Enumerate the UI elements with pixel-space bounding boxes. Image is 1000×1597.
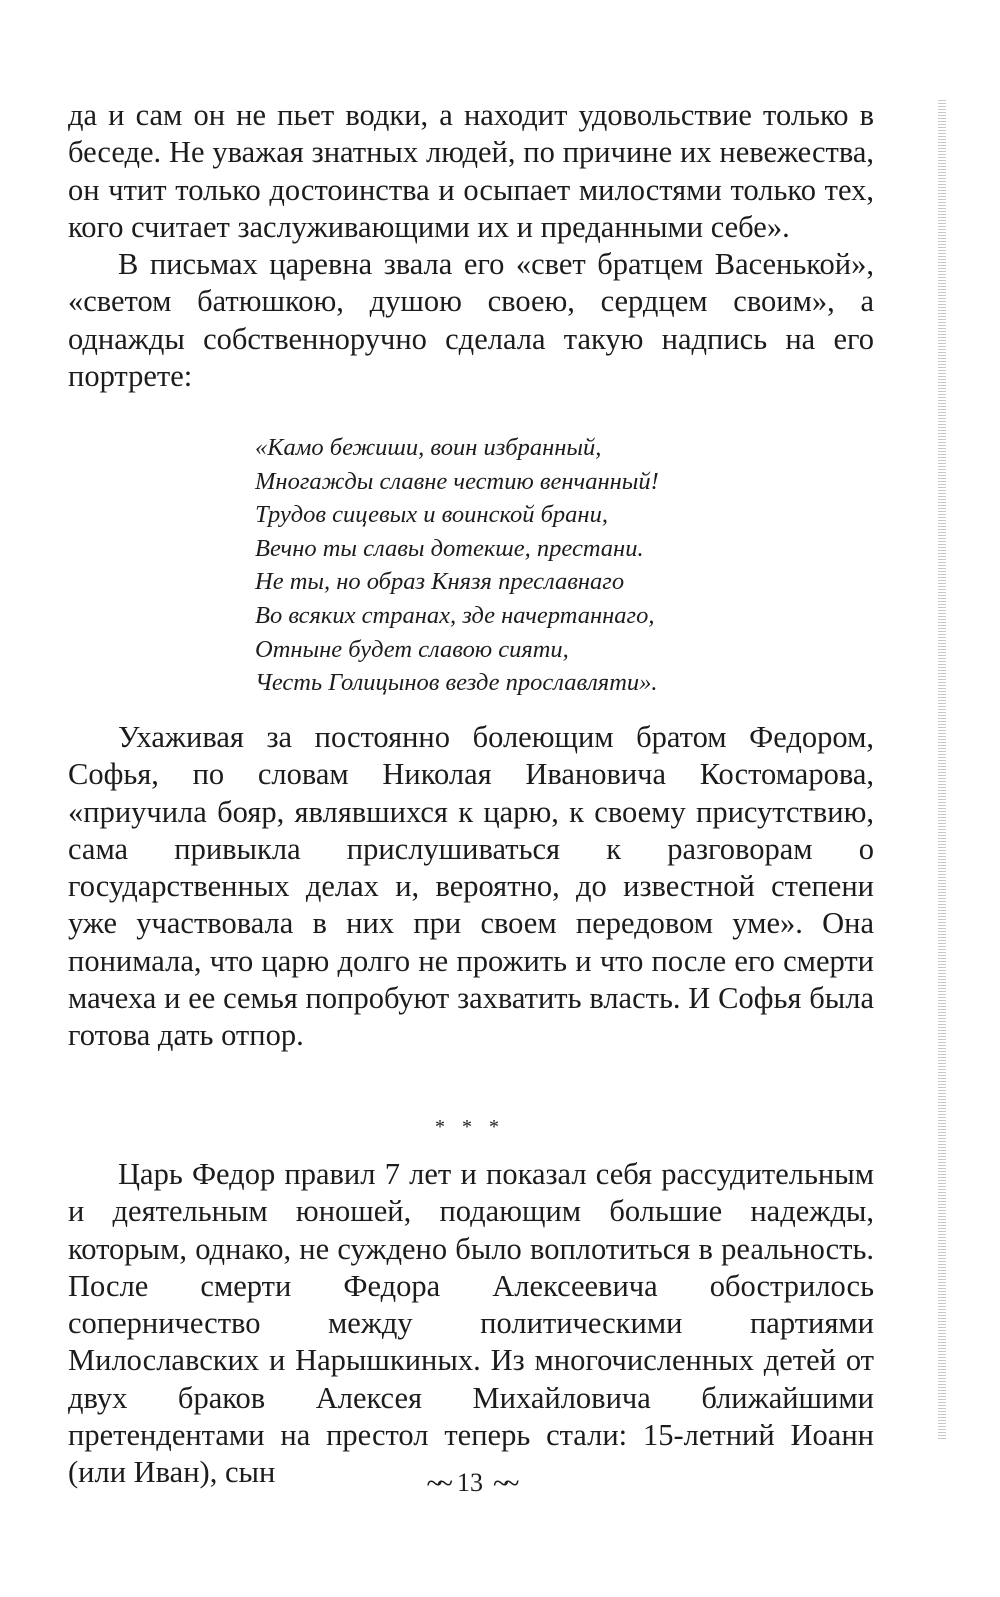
poem-line: «Камо бежиши, воин избранный, [255, 434, 602, 461]
poem-inscription [255, 431, 659, 700]
poem-line: Вечно ты славы дотекше, престани. [255, 534, 644, 562]
wave-ornament-left-icon: ~~ [426, 1467, 447, 1500]
paragraph-tsar-fedor: Царь Федор правил 7 лет и показал себя рассудительным и деятельным юношей, подающим большие надежды, которым, однако, не суждено было воплотиться в реальность. После смерти Федора Алексеевича обострилось соперничество между политическими партиями Милославских и Нарышкиных. Из многочисленных детей от двух браков Алексея Михайловича ближайшими претендентами на престол теперь стали: 15-летний Иоанн (или Иван), сын [68, 1157, 874, 1490]
paragraph-sophia: Ухаживая за постоянно болеющим братом Федором, Софья, по словам Николая Ивановича Костомарова, «приучила бояр, являвшихся к царю, к своему присутствию, сама привыкла прислушиваться к разговорам о государственных делах и, вероятно, до известной степени уже участвовала в них при своем передовом уме». Она понимала, что царю долго не прожить и что после его смерти мачеха и ее семья попробуют захватить власть. И Софья была готова дать отпор. [68, 720, 874, 1053]
poem-line: Не ты, но образ Князя преславнаго [255, 568, 625, 596]
section-separator: * * * [435, 1116, 505, 1138]
text-block-top [68, 97, 874, 395]
margin-dotted-rule [938, 100, 946, 1440]
wave-ornament-right-icon: ~~ [493, 1467, 514, 1500]
page-folio [0, 1468, 940, 1499]
paragraph-continuation: да и сам он не пьет водки, а находит удовольствие только в беседе. Не уважая знатных людей, по причине их невежества, он чтит только достоинства и осыпает милостями только тех, кого считает заслуживающими их и преданными себе». [68, 98, 874, 244]
paragraph-letters: В письмах царевна звала его «свет братцем Васенькой», «светом батюшкою, душою своею, сердцем своим», а однажды собственноручно сделала такую надпись на его портрете: [68, 247, 874, 394]
text-block-bottom [68, 1156, 874, 1492]
text-block-middle [68, 719, 874, 1055]
poem-line: Многажды славне честию венчанный! [255, 467, 659, 495]
poem-line: Во всяких странах, зде начертаннаго, [255, 601, 655, 629]
poem-line: Отныне будет славою сияти, [255, 635, 569, 663]
poem-line: Трудов сицевых и воинской брани, [255, 501, 608, 529]
poem-line: Честь Голицынов везде прославляти». [255, 669, 658, 697]
page-number: 13 [457, 1468, 483, 1497]
